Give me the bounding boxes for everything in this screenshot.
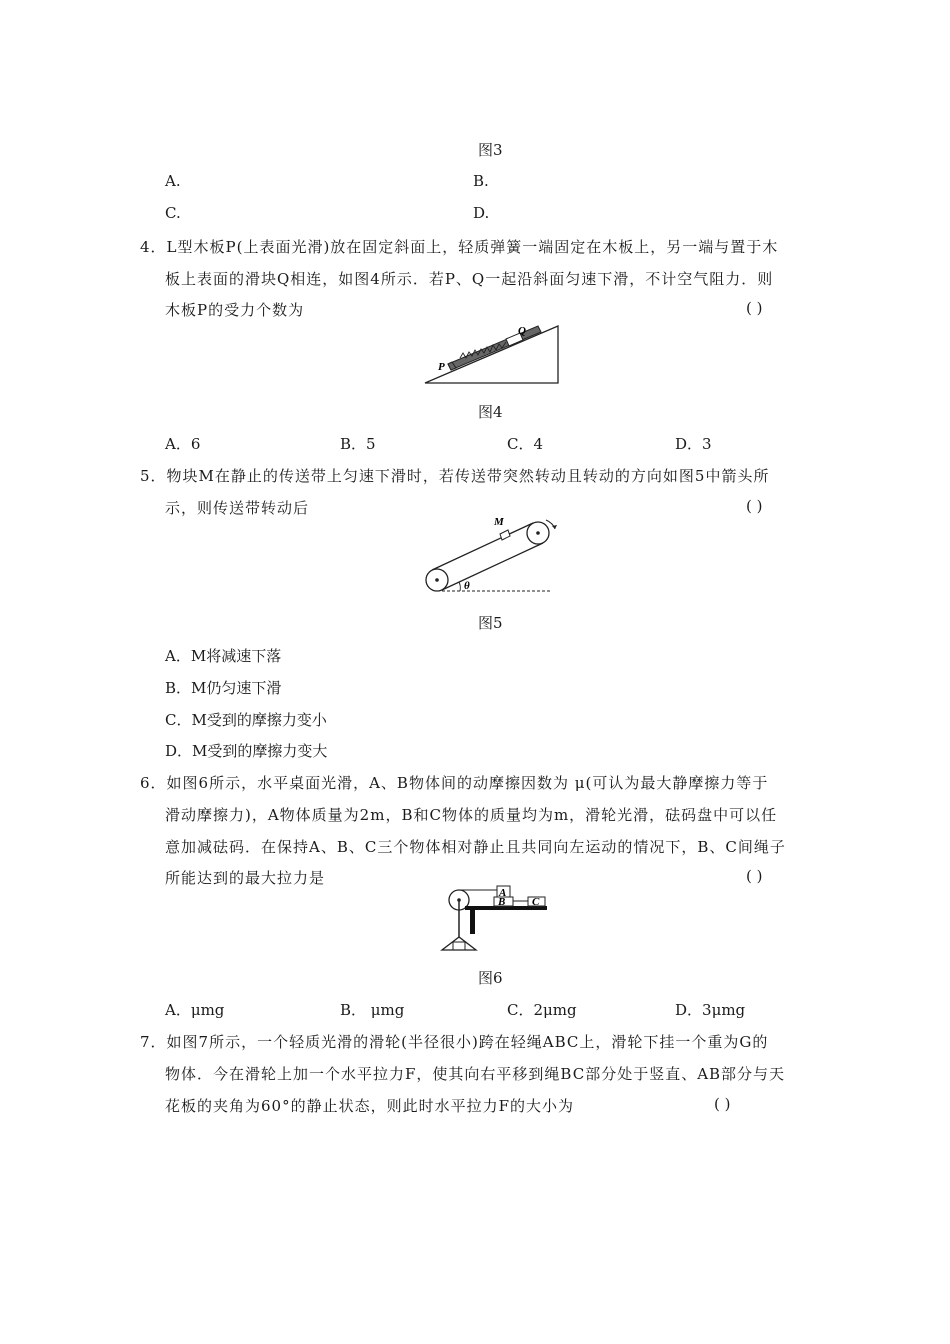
q7-answer-paren: ( ) (714, 1095, 731, 1113)
q5-option-c: C．M受到的摩擦力变小 (165, 711, 327, 729)
q7-line-2: 物体．今在滑轮上加一个水平拉力F，使其向右平移到绳BC部分处于竖直、AB部分与天 (165, 1065, 786, 1083)
q6-line-2: 滑动摩擦力)，A物体质量为2m，B和C物体的质量均为m，滑轮光滑，砝码盘中可以任 (165, 806, 778, 824)
q4-option-b: B．5 (340, 435, 376, 453)
q5-line-2: 示，则传送带转动后 (165, 499, 310, 517)
q5-answer-paren: ( ) (746, 497, 763, 515)
fig6-label-a: A (499, 887, 507, 899)
fig4-caption: 图4 (478, 403, 503, 421)
q5-line-1: 5．物块M在静止的传送带上匀速下滑时，若传送带突然转动且转动的方向如图5中箭头所 (140, 467, 770, 485)
fig6-label-b: B (498, 896, 506, 908)
q6-line-1: 6．如图6所示，水平桌面光滑，A、B物体间的动摩擦因数为 μ(可认为最大静摩擦力等于 (140, 774, 769, 792)
fig6-label-c: C (532, 896, 540, 908)
fig3-option-d: D. (473, 204, 490, 222)
q5-option-b: B．M仍匀速下滑 (165, 679, 282, 697)
q6-line-3: 意加减砝码．在保持A、B、C三个物体相对静止且共同向左运动的情况下，B、C间绳子 (165, 838, 786, 856)
q7-line-1: 7．如图7所示，一个轻质光滑的滑轮(半径很小)跨在轻绳ABC上，滑轮下挂一个重为G的 (140, 1033, 769, 1051)
fig4-incline-diagram (420, 318, 565, 388)
fig3-option-a: A. (165, 172, 181, 190)
fig5-label-m: M (494, 516, 504, 528)
fig6-caption: 图6 (478, 969, 503, 987)
q5-option-d: D．M受到的摩擦力变大 (165, 742, 328, 760)
q5-option-a: A．M将减速下落 (165, 647, 282, 665)
q4-answer-paren: ( ) (746, 299, 763, 317)
fig4-label-p: P (438, 361, 445, 373)
q6-answer-paren: ( ) (746, 867, 763, 885)
q6-option-d: D．3μmg (675, 1001, 746, 1019)
q4-option-a: A．6 (165, 435, 201, 453)
fig3-caption: 图3 (478, 141, 503, 159)
q6-option-b: B． μmg (340, 1001, 405, 1019)
q4-line-2: 板上表面的滑块Q相连，如图4所示．若P、Q一起沿斜面匀速下滑，不计空气阻力．则 (165, 270, 774, 288)
fig5-caption: 图5 (478, 614, 503, 632)
q4-option-d: D．3 (675, 435, 712, 453)
fig3-option-c: C. (165, 204, 181, 222)
q6-line-4: 所能达到的最大拉力是 (165, 869, 326, 887)
fig4-label-q: Q (518, 325, 526, 337)
q6-option-a: A．μmg (165, 1001, 225, 1019)
q4-line-3: 木板P的受力个数为 (165, 301, 305, 319)
q6-option-c: C．2μmg (507, 1001, 577, 1019)
q4-option-c: C．4 (507, 435, 544, 453)
fig5-label-theta: θ (464, 580, 470, 592)
fig6-pulley-diagram (432, 882, 557, 954)
q4-line-1: 4．L型木板P(上表面光滑)放在固定斜面上，轻质弹簧一端固定在木板上，另一端与置于木 (140, 238, 779, 256)
fig5-conveyor-diagram (420, 515, 555, 600)
q7-line-3: 花板的夹角为60°的静止状态，则此时水平拉力F的大小为 (165, 1097, 574, 1115)
fig3-option-b: B. (473, 172, 489, 190)
